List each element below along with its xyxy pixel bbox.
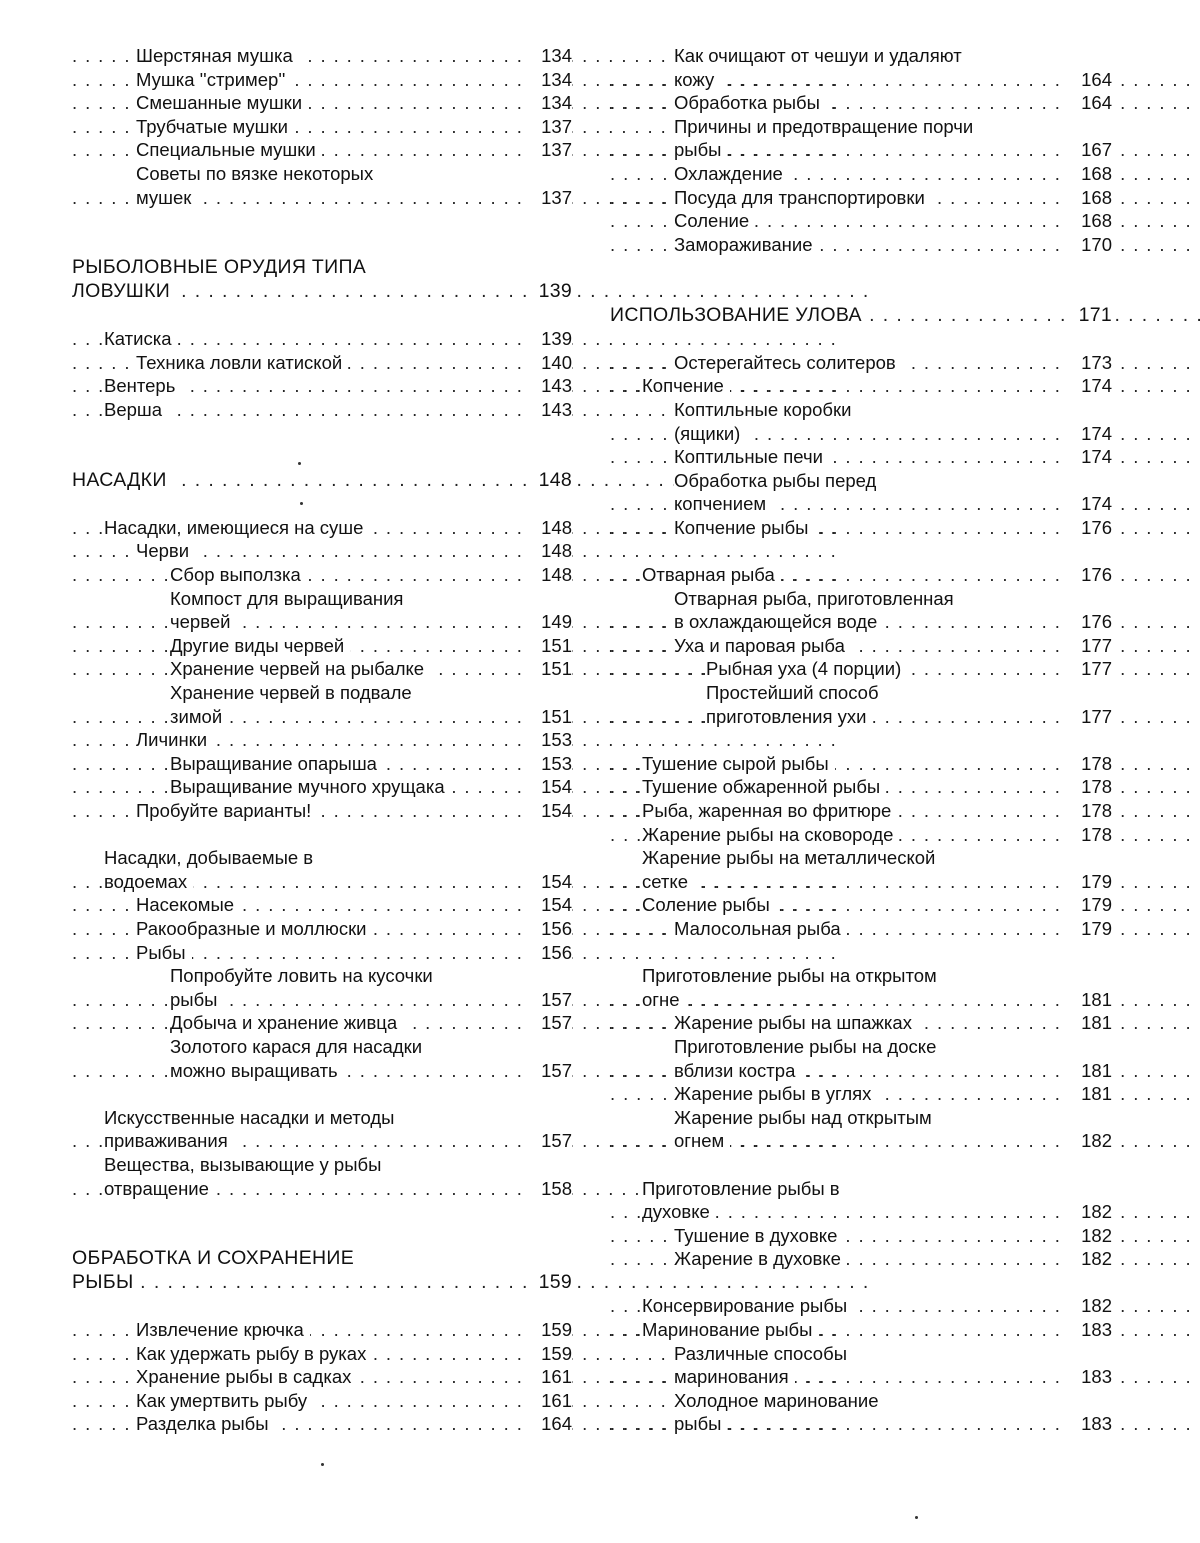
toc-entry: [610, 351, 1112, 375]
toc-page-number: 173: [1066, 351, 1112, 375]
toc-entry: [610, 681, 1112, 728]
toc-section-heading: [72, 256, 572, 303]
toc-entry: [72, 115, 572, 139]
print-speck: [915, 1516, 918, 1519]
toc-entry-title-line: Жарение в духовке: [674, 1248, 847, 1269]
toc-entry: [72, 846, 572, 893]
toc-entry: [610, 1106, 1112, 1153]
toc-entry-title-line: Соление рыбы: [642, 894, 776, 915]
toc-entry-title-line: вблизи костра: [674, 1060, 801, 1081]
toc-entry-title-line: Советы по вязке некоторых: [136, 163, 379, 184]
toc-entry: [610, 209, 1112, 233]
toc-entry: [72, 44, 572, 68]
toc-page-number: 182: [1066, 1129, 1112, 1153]
toc-entry-title-line: зимой: [170, 706, 228, 727]
toc-entry-title-line: Отварная рыба: [642, 564, 781, 585]
toc-entry: [72, 775, 572, 799]
toc-entry: [610, 374, 1112, 398]
toc-entry: [72, 941, 572, 965]
toc-entry-title-line: сетке: [642, 871, 694, 892]
toc-page-number: 177: [1066, 634, 1112, 658]
toc-page-number: 182: [1066, 1224, 1112, 1248]
toc-entry: [72, 964, 572, 1011]
toc-page-number: 139: [526, 280, 572, 304]
toc-entry-title-line: в охлаждающейся воде: [674, 611, 883, 632]
toc-page-number: 151: [526, 634, 572, 658]
toc-page-number: 137: [526, 115, 572, 139]
toc-entry: [72, 327, 572, 351]
toc-entry-title-line: Насекомые: [136, 894, 240, 915]
toc-column-left: [72, 44, 572, 1436]
toc-page-number: 159: [526, 1342, 572, 1366]
toc-entry: [72, 657, 572, 681]
toc-entry-title-line: Попробуйте ловить на кусочки: [170, 965, 439, 986]
toc-entry-title-line: кожу: [674, 69, 720, 90]
toc-page-number: 178: [1066, 799, 1112, 823]
toc-entry: [72, 1342, 572, 1366]
toc-section-heading: [72, 469, 572, 493]
toc-entry-title-line: Малосольная рыба: [674, 918, 847, 939]
toc-entry-title-line: Рыбная уха (4 порции): [706, 658, 907, 679]
section-spacer: [72, 1294, 572, 1318]
toc-entry-title-line: Копчение: [642, 375, 730, 396]
toc-entry-title-line: Приготовление рыбы в: [642, 1178, 846, 1199]
toc-entry-title-line: Жарение рыбы на сковороде: [642, 824, 899, 845]
toc-entry: [610, 44, 1112, 91]
toc-page-number: 164: [1066, 68, 1112, 92]
toc-entry: [72, 917, 572, 941]
toc-entry-title-line: червей: [170, 611, 236, 632]
toc-page-number: 159: [526, 1271, 572, 1295]
toc-entry-title-line: (ящики): [674, 423, 746, 444]
toc-page-number: 157: [526, 988, 572, 1012]
toc-entry-title-line: можно выращивать: [170, 1060, 344, 1081]
toc-entry: [72, 516, 572, 540]
toc-page-number: 181: [1066, 988, 1112, 1012]
section-spacer: [72, 304, 572, 328]
toc-entry-title-line: маринования: [674, 1366, 795, 1387]
toc-entry-title-line: Как умертвить рыбу: [136, 1390, 313, 1411]
toc-page-number: 159: [526, 1318, 572, 1342]
toc-page-number: 182: [1066, 1247, 1112, 1271]
toc-page-number: 168: [1066, 186, 1112, 210]
toc-page-number: 137: [526, 138, 572, 162]
toc-entry: [72, 374, 572, 398]
toc-entry-title-line: Вещества, вызывающие у рыбы: [104, 1154, 387, 1175]
toc-entry-title-line: Трубчатые мушки: [136, 116, 294, 137]
toc-entry-title-line: огнем: [674, 1130, 730, 1151]
toc-entry: [610, 563, 1112, 587]
toc-entry: [72, 539, 572, 563]
toc-page-number: 156: [526, 941, 572, 965]
toc-entry: [72, 138, 572, 162]
toc-entry-title-line: Замораживание: [674, 234, 819, 255]
section-spacer: [72, 422, 572, 469]
toc-entry: [72, 799, 572, 823]
toc-entry: [610, 233, 1112, 257]
toc-entry-title-line: Тушение в духовке: [674, 1225, 843, 1246]
toc-entry-title-line: Мушка ''стример'': [136, 69, 291, 90]
toc-entry: [610, 115, 1112, 162]
toc-page-number: 181: [1066, 1011, 1112, 1035]
print-speck: [298, 462, 301, 465]
toc-page-number: 177: [1066, 657, 1112, 681]
toc-page-number: 148: [526, 539, 572, 563]
toc-section-heading: [72, 1247, 572, 1294]
toc-entry: [72, 1153, 572, 1200]
toc-page-number: 143: [526, 398, 572, 422]
toc-entry: [610, 1035, 1112, 1082]
toc-page-number: 148: [526, 563, 572, 587]
toc-page-number: 168: [1066, 209, 1112, 233]
section-spacer: [610, 941, 1112, 965]
toc-page-number: 174: [1066, 492, 1112, 516]
toc-entry: [72, 728, 572, 752]
toc-entry: [610, 799, 1112, 823]
section-spacer: [610, 327, 1112, 351]
toc-page-number: 178: [1066, 775, 1112, 799]
toc-entry: [610, 1318, 1112, 1342]
toc-entry-title-line: Консервирование рыбы: [642, 1295, 853, 1316]
toc-entry-title-line: РЫБЫ: [72, 1271, 140, 1293]
toc-entry: [610, 1011, 1112, 1035]
toc-entry-title-line: приготовления ухи: [706, 706, 872, 727]
toc-entry-title-line: Простейший способ: [706, 682, 885, 703]
toc-page-number: 164: [526, 1412, 572, 1436]
toc-entry-title-line: копчением: [674, 493, 772, 514]
toc-entry-title-line: Различные способы: [674, 1343, 853, 1364]
toc-entry-title-line: Извлечение крючка: [136, 1319, 310, 1340]
toc-entry-title-line: Жарение рыбы на шпажках: [674, 1012, 918, 1033]
toc-page-number: 134: [526, 68, 572, 92]
toc-page-number: 183: [1066, 1318, 1112, 1342]
section-spacer: [72, 492, 572, 516]
toc-entry: [610, 445, 1112, 469]
toc-entry-title-line: огне: [642, 989, 686, 1010]
toc-entry: [72, 752, 572, 776]
toc-entry: [610, 1082, 1112, 1106]
toc-entry-title-line: Личинки: [136, 729, 213, 750]
toc-page-number: 168: [1066, 162, 1112, 186]
toc-entry: [610, 516, 1112, 540]
toc-entry: [72, 351, 572, 375]
toc-entry: [72, 1412, 572, 1436]
toc-entry-title-line: Насадки, имеющиеся на суше: [104, 517, 369, 538]
toc-page-number: 170: [1066, 233, 1112, 257]
toc-entry-title-line: Техника ловли катиской: [136, 352, 348, 373]
toc-entry-title-line: Смешанные мушки: [136, 92, 308, 113]
toc-entry: [72, 91, 572, 115]
toc-entry-title-line: Специальные мушки: [136, 139, 322, 160]
toc-entry-title-line: Хранение червей на рыбалке: [170, 658, 430, 679]
toc-page-number: 157: [526, 1059, 572, 1083]
toc-entry-title-line: Остерегайтесь солитеров: [674, 352, 902, 373]
toc-entry-title-line: Приготовление рыбы на доске: [674, 1036, 942, 1057]
toc-entry: [72, 563, 572, 587]
toc-entry-title-line: Жарение рыбы в углях: [674, 1083, 877, 1104]
toc-entry: [610, 964, 1112, 1011]
toc-page-number: 164: [1066, 91, 1112, 115]
toc-entry-title-line: Хранение червей в подвале: [170, 682, 418, 703]
toc-page-number: 153: [526, 752, 572, 776]
toc-entry-title-line: Отварная рыба, приготовленная: [674, 588, 960, 609]
toc-entry-title-line: духовке: [642, 1201, 716, 1222]
toc-entry: [72, 398, 572, 422]
toc-page-number: 151: [526, 705, 572, 729]
toc-entry: [610, 1177, 1112, 1224]
toc-entry-title-line: Как очищают от чешуи и удаляют: [674, 45, 968, 66]
toc-page-number: 139: [526, 327, 572, 351]
toc-entry-title-line: Соление: [674, 210, 755, 231]
toc-entry-title-line: Вентерь: [104, 375, 181, 396]
toc-entry: [610, 1294, 1112, 1318]
toc-entry: [610, 186, 1112, 210]
toc-entry: [610, 1224, 1112, 1248]
toc-entry-title-line: Копчение рыбы: [674, 517, 814, 538]
toc-entry: [610, 1342, 1112, 1389]
toc-entry-title-line: Маринование рыбы: [642, 1319, 818, 1340]
toc-entry-title-line: рыбы: [674, 1413, 727, 1434]
toc-entry: [610, 775, 1112, 799]
toc-page-number: 182: [1066, 1294, 1112, 1318]
toc-column-right: [610, 44, 1112, 1436]
toc-entry-title-line: ЛОВУШКИ: [72, 280, 176, 302]
toc-page-number: 167: [1066, 138, 1112, 162]
toc-entry-title-line: Приготовление рыбы на открытом: [642, 965, 943, 986]
toc-page-number: 157: [526, 1011, 572, 1035]
toc-page-number: 143: [526, 374, 572, 398]
toc-entry-title-line: Насадки, добываемые в: [104, 847, 319, 868]
toc-entry-title-line: Сбор выползка: [170, 564, 307, 585]
toc-page-number: 174: [1066, 374, 1112, 398]
toc-entry: [610, 752, 1112, 776]
toc-entry-title-line: Тушение обжаренной рыбы: [642, 776, 886, 797]
toc-entry: [72, 1035, 572, 1082]
toc-page-number: 174: [1066, 422, 1112, 446]
toc-entry-title-line: Коптильные печи: [674, 446, 829, 467]
toc-entry: [610, 893, 1112, 917]
toc-entry: [72, 634, 572, 658]
toc-entry-title-line: ОБРАБОТКА И СОХРАНЕНИЕ: [72, 1247, 360, 1269]
section-spacer: [72, 823, 572, 847]
toc-entry: [610, 846, 1112, 893]
toc-entry-title-line: мушек: [136, 187, 197, 208]
toc-page-number: 158: [526, 1177, 572, 1201]
section-spacer: [610, 539, 1112, 563]
toc-entry-title-line: Компост для выращивания: [170, 588, 409, 609]
toc-page-number: 179: [1066, 893, 1112, 917]
toc-entry-title-line: Шерстяная мушка: [136, 45, 299, 66]
toc-entry-title-line: рыбы: [170, 989, 223, 1010]
toc-entry-title-line: Разделка рыбы: [136, 1413, 275, 1434]
toc-entry-title-line: Черви: [136, 540, 195, 561]
toc-entry: [72, 1365, 572, 1389]
toc-page-number: 171: [1066, 304, 1112, 328]
toc-page-number: 179: [1066, 917, 1112, 941]
toc-entry-title-line: Обработка рыбы перед: [674, 470, 882, 491]
toc-entry-title-line: Хранение рыбы в садках: [136, 1366, 357, 1387]
toc-entry: [610, 469, 1112, 516]
toc-entry: [72, 1389, 572, 1413]
toc-entry: [72, 162, 572, 209]
print-speck: [300, 502, 303, 505]
toc-entry: [610, 1247, 1112, 1271]
toc-entry-title-line: Ракообразные и моллюски: [136, 918, 373, 939]
toc-entry-title-line: Верша: [104, 399, 168, 420]
toc-entry: [610, 657, 1112, 681]
toc-page-number: 149: [526, 610, 572, 634]
section-spacer: [72, 1200, 572, 1247]
toc-page-number: 174: [1066, 445, 1112, 469]
toc-page-number: 148: [526, 516, 572, 540]
toc-page-number: 151: [526, 657, 572, 681]
toc-page-number: 161: [526, 1389, 572, 1413]
toc-page-number: 178: [1066, 823, 1112, 847]
toc-entry: [610, 587, 1112, 634]
toc-page-number: 183: [1066, 1365, 1112, 1389]
toc-entry-title-line: Жарение рыбы над открытым: [674, 1107, 938, 1128]
toc-entry: [610, 823, 1112, 847]
toc-entry: [72, 681, 572, 728]
toc-entry: [610, 91, 1112, 115]
toc-entry: [72, 1318, 572, 1342]
toc-entry-title-line: Пробуйте варианты!: [136, 800, 317, 821]
toc-entry-title-line: Тушение сырой рыбы: [642, 753, 835, 774]
toc-page-number: 154: [526, 893, 572, 917]
toc-entry: [72, 587, 572, 634]
toc-entry-title-line: Жарение рыбы на металлической: [642, 847, 941, 868]
toc-page-number: 161: [526, 1365, 572, 1389]
toc-entry-title-line: Охлаждение: [674, 163, 789, 184]
toc-entry: [72, 1106, 572, 1153]
toc-entry-title-line: Как удержать рыбу в руках: [136, 1343, 372, 1364]
print-speck: [321, 1463, 324, 1466]
toc-entry: [610, 398, 1112, 445]
section-spacer: [72, 209, 572, 256]
toc-entry-title-line: Уха и паровая рыба: [674, 635, 851, 656]
toc-entry-title-line: РЫБОЛОВНЫЕ ОРУДИЯ ТИПА: [72, 256, 372, 278]
toc-entry: [72, 1011, 572, 1035]
toc-entry-title-line: ИСПОЛЬЗОВАНИЕ УЛОВА: [610, 304, 868, 326]
toc-page-number: 183: [1066, 1412, 1112, 1436]
toc-entry: [610, 917, 1112, 941]
toc-entry-title-line: Обработка рыбы: [674, 92, 826, 113]
toc-page-number: 154: [526, 870, 572, 894]
toc-page-number: 177: [1066, 705, 1112, 729]
toc-page-number: 176: [1066, 563, 1112, 587]
toc-entry-title-line: Добыча и хранение живца: [170, 1012, 403, 1033]
toc-page-number: 178: [1066, 752, 1112, 776]
toc-entry-title-line: приваживания: [104, 1130, 234, 1151]
toc-entry-title-line: Золотого карася для насадки: [170, 1036, 428, 1057]
toc-entry-title-line: водоемах: [104, 871, 193, 892]
toc-page-number: 156: [526, 917, 572, 941]
toc-page-number: 154: [526, 775, 572, 799]
toc-entry-title-line: Посуда для транспортировки: [674, 187, 931, 208]
toc-page-number: 148: [526, 469, 572, 493]
toc-entry: [72, 893, 572, 917]
toc-page-number: 134: [526, 44, 572, 68]
section-spacer: [610, 1271, 1112, 1295]
toc-page-number: 140: [526, 351, 572, 375]
toc-entry-title-line: Рыба, жаренная во фритюре: [642, 800, 897, 821]
section-spacer: [610, 728, 1112, 752]
toc-entry-title-line: отвращение: [104, 1178, 215, 1199]
toc-entry-title-line: Холодное маринование: [674, 1390, 885, 1411]
toc-entry: [610, 162, 1112, 186]
toc-entry-title-line: Коптильные коробки: [674, 399, 857, 420]
toc-section-heading: [610, 304, 1112, 328]
toc-entry-title-line: Другие виды червей: [170, 635, 350, 656]
toc-page-number: 153: [526, 728, 572, 752]
toc-page-number: 182: [1066, 1200, 1112, 1224]
toc-entry: [72, 68, 572, 92]
toc-page-number: 181: [1066, 1059, 1112, 1083]
toc-page-number: 179: [1066, 870, 1112, 894]
toc-entry-title-line: рыбы: [674, 139, 727, 160]
section-spacer: [610, 256, 1112, 303]
toc-entry-title-line: Выращивание опарыша: [170, 753, 383, 774]
toc-page-number: 154: [526, 799, 572, 823]
toc-entry: [610, 634, 1112, 658]
toc-entry-title-line: Катиска: [104, 328, 178, 349]
toc-page-number: 176: [1066, 610, 1112, 634]
section-spacer: [610, 1153, 1112, 1177]
toc-entry-title-line: Рыбы: [136, 942, 192, 963]
toc-page-number: 176: [1066, 516, 1112, 540]
toc-page-number: 157: [526, 1129, 572, 1153]
section-spacer: [72, 1082, 572, 1106]
toc-page-number: 181: [1066, 1082, 1112, 1106]
toc-entry-title-line: Выращивание мучного хрущака: [170, 776, 451, 797]
toc-entry-title-line: Искусственные насадки и методы: [104, 1107, 400, 1128]
toc-entry: [610, 1389, 1112, 1436]
toc-entry-title-line: Причины и предотвращение порчи: [674, 116, 979, 137]
toc-page-number: 137: [526, 186, 572, 210]
toc-entry-title-line: НАСАДКИ: [72, 469, 173, 491]
toc-page-number: 134: [526, 91, 572, 115]
